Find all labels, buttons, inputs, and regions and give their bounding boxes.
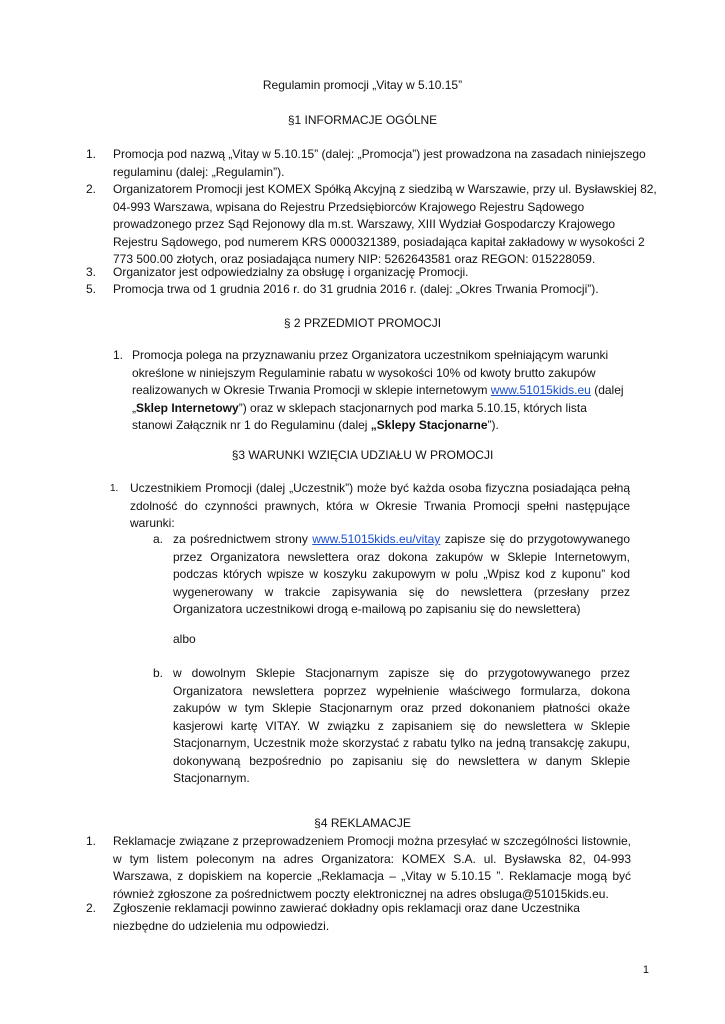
shop-link[interactable]: www.51015kids.eu [490, 383, 591, 397]
vitay-link[interactable]: www.51015kids.eu/vitay [312, 532, 441, 546]
s1-item-3-text: Organizator jest odpowiedzialny za obsługę i organizację Promocji. [113, 265, 469, 279]
s3-b-text: w dowolnym Sklepie Stacjonarnym zapisze się do przygotowywanego przez Organizatora newslettera poprzez wypełnienie właściwego formularza, dokona zakupów w tym Sklepie Stacjonarnym oraz przed dokonaniem płatności okaże kasjerowi kartę VITAY. W związku z zapisaniem się do newslettera w Sklepie Stacjonarnym, Uczestnik może skorzystać z rabatu tylko na jedną transakcję zakupu, dokonywaną bezpośrednio po zapisaniu się do newslettera w danym Sklepie Stacjonarnym. [173, 666, 630, 785]
s3-a-text: za pośrednictwem strony www.51015kids.eu/vitay zapisze się do przygotowywanego przez Organizatora newslettera oraz dokona zakupów w Sklepie Internetowym, podczas których wpisze w koszyku zakupowym w polu „Wpisz kod z kuponu” kod wygenerowany w trakcie zapisywania się do newslettera (przesłany przez Organizatora uczestnikowi drogą e-mailową po zapisaniu się do newslettera) [173, 532, 631, 616]
section-1-heading: §1 INFORMACJE OGÓLNE [287, 113, 438, 127]
bold-sklep-internetowy: Sklep Internetowy [136, 400, 239, 415]
s4-item-2-text: Zgłoszenie reklamacji powinno zawierać dokładny opis reklamacji oraz dane Uczestnika niezbędne do udzielenia mu odpowiedzi. [113, 901, 580, 933]
page-number: 1 [642, 964, 649, 976]
section-3-heading: §3 WARUNKI WZIĘCIA UDZIAŁU W PROMOCJI [231, 448, 494, 462]
s1-item-3-number: 3. [86, 265, 97, 279]
s3-item-1-intro: Uczestnikiem Promocji (dalej „Uczestnik”) może być każda osoba fizyczna posiadająca pełną zdolność do czynności prawnych, która w Okresie Trwania Promocji spełni następujące warunki: [130, 481, 630, 530]
bold-sklepy-stacjonarne: „Sklepy Stacjonarne [370, 418, 488, 432]
s1-item-5-text: Promocja trwa od 1 grudnia 2016 r. do 31 grudnia 2016 r. (dalej: „Okres Trwania Promocji”). [113, 282, 599, 296]
s1-item-2-text: Organizatorem Promocji jest KOMEX Spółką Akcyjną z siedzibą w Warszawie, przy ul. Bysławskiej 82, 04-993 Warszawa, wpisana do Rejestru Przedsiębiorców Krajowego Rejestru Sądowego prowadzonego przez Sąd Rejonowy dla m.st. Warszawy, XIII Wydział Gospodarczy Krajowego Rejestru Sądowego, pod numerem KRS 0000321389, posiadająca kapitał zakładowy w wysokości 2 773 500.00 złotych, oraz posiadająca numery NIP: 5262643581 oraz REGON: 015228059. [113, 182, 657, 266]
s1-item-1-number: 1. [86, 147, 97, 161]
s1-item-1-text: Promocja pod nazwą „Vitay w 5.10.15” (dalej: „Promocja”) jest prowadzona na zasadach niniejszego regulaminu (dalej: „Regulamin”). [113, 147, 646, 179]
section-2-heading: § 2 PRZEDMIOT PROMOCJI [283, 316, 442, 330]
section-4-heading: §4 REKLAMACJE [314, 816, 411, 830]
s3-b-label: b. [153, 666, 164, 680]
document-title: Regulamin promocji „Vitay w 5.10.15” [262, 78, 463, 92]
s3-item-1-number: 1. [110, 483, 119, 494]
s3-a-label: a. [153, 532, 164, 546]
s4-item-2-number: 2. [86, 901, 97, 915]
s2-item-1-text: Promocja polega na przyznawaniu przez Organizatora uczestnikom spełniającym warunki określone w niniejszym Regulaminie rabatu w wysokości 10% od kwoty brutto zakupów realizowanych w Okresie Trwania Promocji w sklepie internetowym www.51015kids.eu (dalej „Sklep Internetowy”) oraz w sklepach stacjonarnych pod marka 5.10.15, których lista stanowi Załącznik nr 1 do Regulaminu (dalej „Sklepy Stacjonarne”). [132, 348, 624, 432]
s4-item-1-text: Reklamacje związane z przeprowadzeniem Promocji można przesyłać w szczególności listownie, w tym listem poleconym na adres Organizatora: KOMEX S.A. ul. Bysławska 82, 04-993 Warszawa, z dopiskiem na kopercie „Reklamacja – „Vitay w 5.10.15 ”. Reklamacje mogą być również zgłoszone za pośrednictwem poczty elektronicznej na adres obsluga@51015kids.eu. [113, 834, 631, 901]
s1-item-2-number: 2. [86, 182, 97, 196]
s2-item-1-number: 1. [113, 348, 124, 362]
s1-item-5-number: 5. [86, 282, 97, 296]
s4-item-1-number: 1. [86, 834, 97, 848]
s3-albo: albo [173, 632, 196, 646]
